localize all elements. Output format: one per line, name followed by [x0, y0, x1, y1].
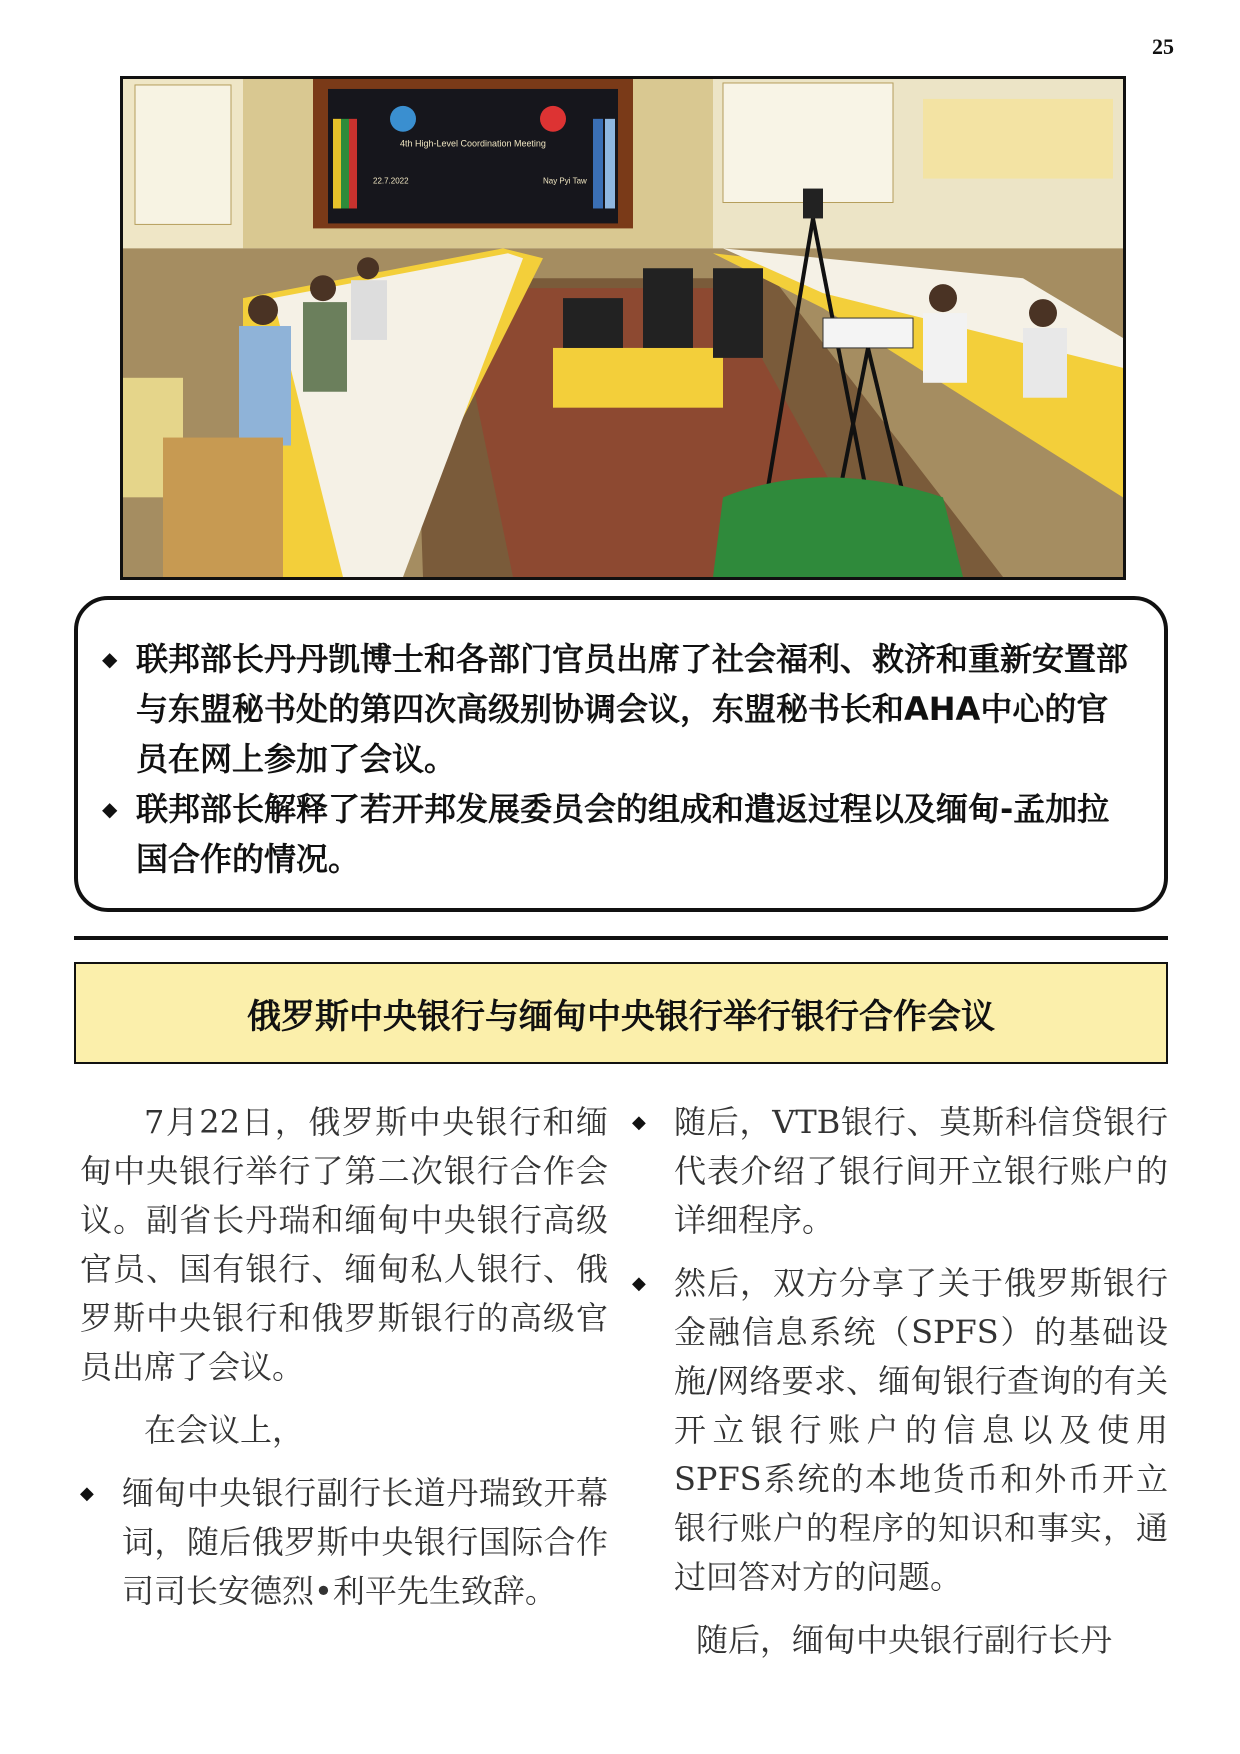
summary-bullet [102, 634, 1136, 784]
article-list-item [80, 1469, 608, 1616]
asean-logo-icon [540, 106, 566, 132]
article-list-item-text: 然后，双方分享了关于俄罗斯银行金融信息系统（SPFS）的基础设施/网络要求、缅甸银行查询的有关开立银行账户的信息以及使用SPFS系统的本地货币和外币开立银行账户的程序的知识和事实，通过回答对方的问题。 [674, 1264, 1168, 1596]
banner-date: 22.7.2022 [373, 176, 409, 186]
article-column-left [80, 1098, 608, 1616]
camera-icon [803, 189, 823, 219]
article-headline: 俄罗斯中央银行与缅甸中央银行举行银行合作会议 [247, 996, 995, 1037]
article-column-right [632, 1098, 1168, 1665]
banner-place: Nay Pyi Taw [543, 176, 587, 186]
article-lead-in: 在会议上， [144, 1411, 305, 1449]
meeting-photo-illustration [123, 79, 1123, 577]
bullet-icon: ◆ [632, 1112, 646, 1133]
article-headline-box [74, 962, 1168, 1064]
article-closing: 随后，缅甸中央银行副行长丹 [696, 1621, 1113, 1659]
bullet-icon: ◆ [102, 647, 118, 671]
summary-bullet-text: 联邦部长解释了若开邦发展委员会的组成和遣返过程以及缅甸-孟加拉国合作的情况。 [136, 790, 1110, 878]
monitor-screen [643, 268, 693, 348]
article-intro: 7月22日，俄罗斯中央银行和缅甸中央银行举行了第二次银行合作会议。副省长丹瑞和缅甸中央银行高级官员、国有银行、缅甸私人银行、俄罗斯中央银行和俄罗斯银行的高级官员出席了会议。 [80, 1103, 608, 1386]
page-number: 25 [1152, 34, 1174, 59]
bullet-icon: ◆ [80, 1483, 94, 1504]
article-list-item-text: 随后，VTB银行、莫斯科信贷银行代表介绍了银行间开立银行账户的详细程序。 [674, 1103, 1168, 1239]
article-list-item [632, 1259, 1168, 1602]
summary-bullet [102, 784, 1136, 884]
summary-bullet-text: 联邦部长丹丹凯博士和各部门官员出席了社会福利、救济和重新安置部与东盟秘书处的第四次高级别协调会议，东盟秘书长和AHA中心的官员在网上参加了会议。 [136, 640, 1129, 778]
projector-icon [823, 318, 913, 348]
meeting-photo [120, 76, 1126, 580]
bullet-icon: ◆ [632, 1273, 646, 1294]
banner-title: 4th High-Level Coordination Meeting [400, 138, 546, 149]
emblem-icon [390, 106, 416, 132]
bullet-icon: ◆ [102, 797, 118, 821]
article-list-item [632, 1098, 1168, 1245]
article-list-item-text: 缅甸中央银行副行长道丹瑞致开幕词，随后俄罗斯中央银行国际合作司司长安德烈•利平先生致辞。 [122, 1474, 608, 1610]
summary-box [74, 596, 1168, 912]
section-divider [74, 936, 1168, 940]
